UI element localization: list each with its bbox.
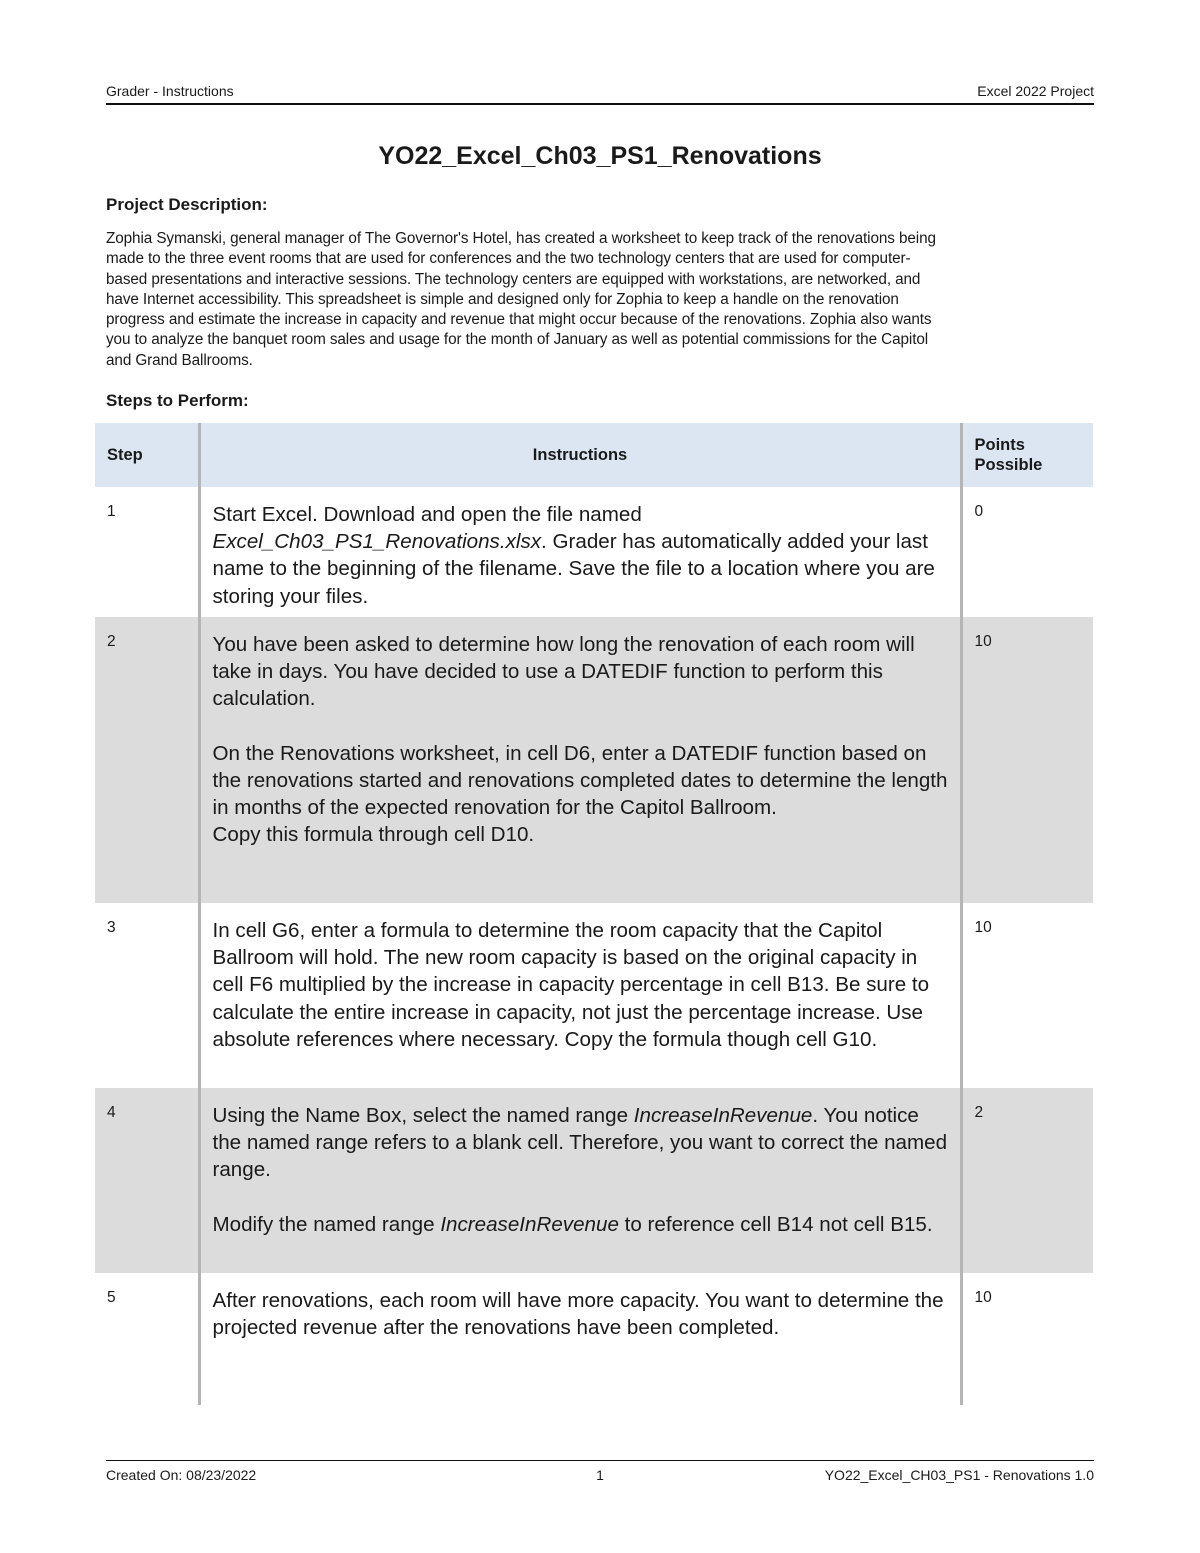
- footer-document-version: YO22_Excel_CH03_PS1 - Renovations 1.0: [824, 1467, 1094, 1483]
- step-points: 10: [961, 617, 1093, 903]
- step-points: 10: [974, 1289, 992, 1306]
- header-points-line2: Possible: [974, 456, 1043, 474]
- header-instructions: Instructions: [199, 423, 961, 487]
- step-instructions: [199, 1273, 961, 1405]
- steps-table: [95, 423, 1093, 1405]
- header-step: Step: [95, 423, 199, 487]
- step-number: 2: [95, 617, 199, 903]
- table-row: [95, 1273, 1093, 1405]
- step-points: 0: [974, 503, 984, 520]
- instruction-paragraph: On the Renovations worksheet, in cell D6, enter a DATEDIF function based on the renovations started and renovations completed dates to determine the length in months of the expected renovation for the Capitol Ballroom.: [212, 741, 948, 820]
- header-right-text: Excel 2022 Project: [977, 83, 1094, 99]
- description-line: have Internet accessibility. This spreadsheet is simple and designed only for Zophia to keep a handle on the renovation: [106, 290, 899, 308]
- step-instructions: [199, 903, 961, 1088]
- header-left-text: Grader - Instructions: [106, 83, 234, 99]
- instruction-text: Using the Name Box, select the named range: [212, 1104, 634, 1127]
- table-row: [95, 1088, 1093, 1273]
- header-points-line1: Points: [974, 436, 1025, 454]
- instruction-text: Modify the named range: [212, 1212, 441, 1236]
- named-range: IncreaseInRevenue: [633, 1104, 813, 1127]
- named-range: IncreaseInRevenue: [440, 1212, 619, 1236]
- table-row: [95, 487, 1093, 617]
- instruction-text: to reference cell B14 not cell B15.: [618, 1212, 933, 1236]
- page-footer: [106, 1460, 1094, 1483]
- description-line: progress and estimate the increase in capacity and revenue that might occur because of the renovations. Zophia also wants: [106, 311, 932, 329]
- step-instructions: [199, 487, 961, 617]
- description-line: Zophia Symanski, general manager of The Governor's Hotel, has created a worksheet to keep track of the renovations being: [106, 230, 936, 247]
- step-number: 5: [107, 1289, 116, 1306]
- footer-created-on: Created On: 08/23/2022: [106, 1467, 257, 1483]
- step-instructions: [199, 1088, 961, 1273]
- step-number: 1: [107, 503, 116, 520]
- table-header-row: [95, 423, 1093, 487]
- step-points: 10: [974, 919, 992, 936]
- instruction-text: Start Excel. Download and open the file named: [212, 503, 642, 526]
- instruction-text: . Grader has automatically added your last name to the beginning of the filename. Save the file to a location where you are storing your files.: [212, 530, 935, 608]
- description-line: and Grand Ballrooms.: [106, 351, 253, 369]
- instruction-paragraph: [213, 501, 948, 610]
- document-title: YO22_Excel_Ch03_PS1_Renovations: [378, 142, 822, 170]
- project-description-text: [106, 229, 1090, 371]
- instruction-paragraph: After renovations, each room will have more capacity. You want to determine the projected revenue after the renovations have been completed.: [212, 1289, 944, 1340]
- step-points: 2: [961, 1088, 1093, 1273]
- file-name: Excel_Ch03_PS1_Renovations.xlsx: [212, 530, 542, 554]
- step-number: 4: [95, 1088, 199, 1273]
- project-description-heading: Project Description:: [106, 195, 268, 214]
- instruction-paragraph: [213, 1211, 948, 1238]
- page-header: [106, 83, 1094, 105]
- footer-page-number: 1: [596, 1467, 604, 1483]
- instruction-paragraph: You have been asked to determine how long the renovation of each room will take in days. You have decided to use a DATEDIF function to perform this calculation.: [212, 633, 915, 711]
- header-points-possible: [961, 423, 1093, 487]
- table-row: [95, 617, 1093, 903]
- table-row: [95, 903, 1093, 1088]
- instruction-paragraph: Copy this formula through cell D10.: [212, 823, 535, 847]
- steps-heading: Steps to Perform:: [106, 391, 249, 410]
- instruction-paragraph: In cell G6, enter a formula to determine the room capacity that the Capitol Ballroom will hold. The new room capacity is based on the original capacity in cell F6 multiplied by the increase in capacity percentage in cell B13. Be sure to calculate the entire increase in capacity, not just the percentage increase. Use absolute references where necessary. Copy the formula though cell G10.: [212, 919, 930, 1051]
- description-line: based presentations and interactive sessions. The technology centers are equipped with workstations, are networked, and: [106, 270, 921, 288]
- description-line: made to the three event rooms that are used for conferences and the two technology centers that are used for computer-: [106, 250, 911, 268]
- step-number: 3: [107, 919, 116, 936]
- instruction-paragraph: [213, 1102, 948, 1184]
- instruction-text: . You notice the named range refers to a blank cell. Therefore, you want to correct the named range.: [212, 1104, 948, 1182]
- description-line: you to analyze the banquet room sales and usage for the month of January as well as potential commissions for the Capitol: [106, 331, 929, 349]
- step-instructions: [199, 617, 961, 903]
